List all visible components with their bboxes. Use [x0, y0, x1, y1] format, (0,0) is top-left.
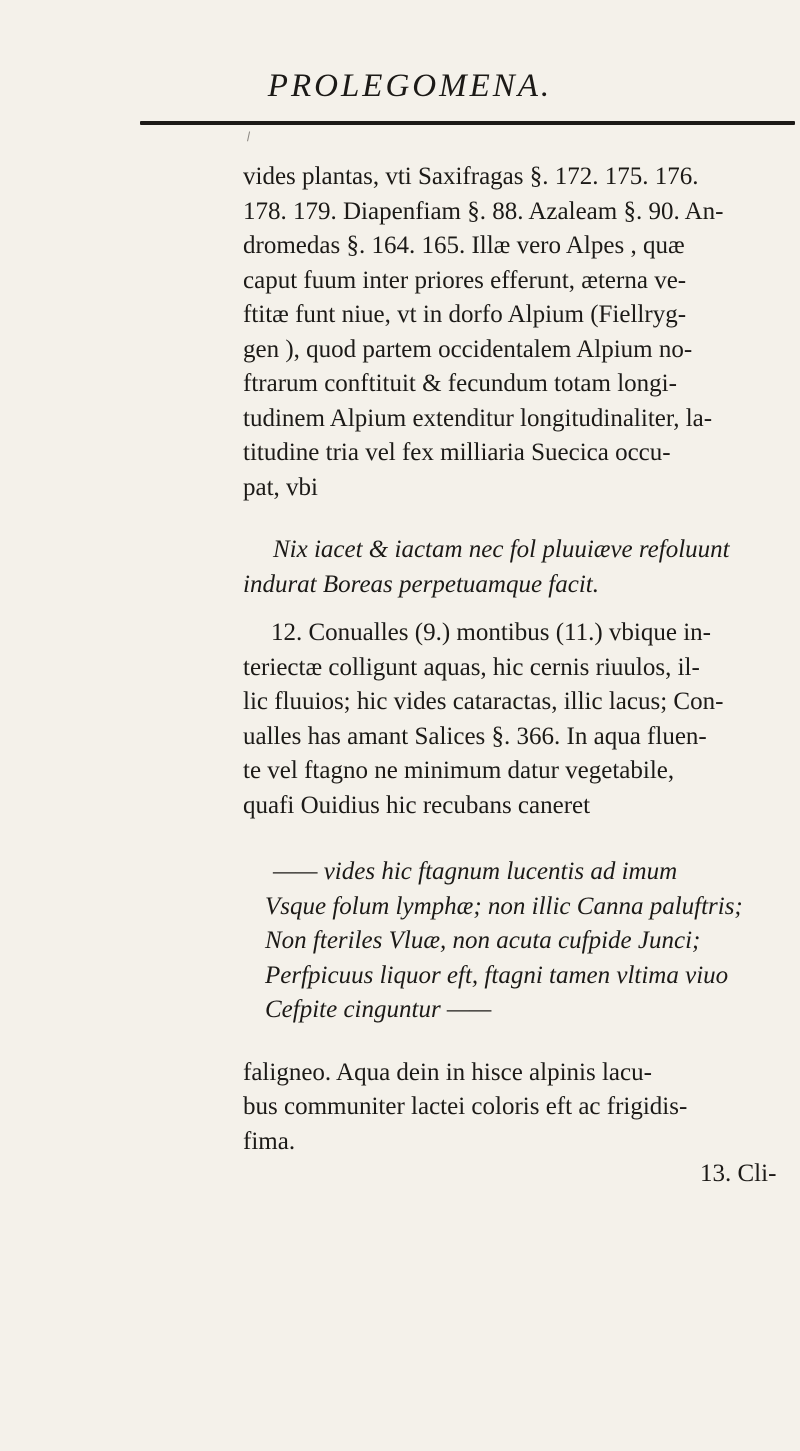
paragraph-2 — [243, 616, 788, 823]
text-line: lic fluuios; hic vides cataractas, illic lacus; Con- — [243, 688, 724, 715]
paragraph-1 — [243, 160, 788, 505]
text-line: te vel ftagno ne minimum datur vegetabile, — [243, 757, 675, 784]
text-line: quafi Ouidius hic recubans caneret — [243, 791, 591, 819]
body-text — [243, 160, 788, 1159]
verse-line: Perfpicuus liquor eft, ftagni tamen vltima viuo — [265, 961, 729, 989]
text-line: tudinem Alpium extenditur longitudinaliter, la- — [243, 404, 713, 432]
text-line: bus communiter lactei coloris eft ac frigidis- — [243, 1093, 688, 1120]
header-rule — [140, 121, 795, 125]
text-line: faligneo. Aqua dein in hisce alpinis lacu- — [243, 1058, 652, 1086]
text-line: ualles has amant Salices §. 366. In aqua fluen- — [243, 722, 707, 750]
ink-mark — [247, 131, 256, 142]
text-line: 178. 179. Diapenfiam §. 88. Azaleam §. 90. An- — [243, 197, 724, 225]
text-line: dromedas §. 164. 165. Illæ vero Alpes , quæ — [243, 232, 685, 259]
paragraph-3 — [243, 1056, 788, 1160]
verse-line: Nix iacet & iactam nec fol pluuiæve refoluunt — [273, 536, 730, 563]
text-line: caput fuum inter priores efferunt, æterna ve- — [243, 266, 687, 294]
text-line: teriectæ colligunt aquas, hic cernis riuulos, il- — [243, 653, 700, 681]
verse-quote-2 — [243, 855, 788, 1028]
text-line: vides plantas, vti Saxifragas §. 172. 175. 176. — [243, 163, 699, 190]
verse-quote-1 — [243, 533, 788, 602]
verse-line: —— vides hic ftagnum lucentis ad imum — [273, 858, 678, 885]
catchword: 13. Cli- — [700, 1160, 777, 1187]
text-line: ftrarum conftituit & fecundum totam longi- — [243, 370, 677, 397]
text-line: titudine tria vel fex milliaria Suecica occu- — [243, 439, 671, 466]
text-line: fima. — [243, 1127, 296, 1155]
text-line: ftitæ funt niue, vt in dorfo Alpium (Fiellryg- — [243, 301, 687, 328]
text-line: pat, vbi — [243, 473, 318, 501]
verse-line: Vsque folum lymphæ; non illic Canna paluftris; — [265, 892, 743, 920]
text-line: gen ), quod partem occidentalem Alpium no- — [243, 335, 693, 363]
running-header: PROLEGOMENA. — [267, 68, 553, 104]
verse-line: indurat Boreas perpetuamque facit. — [243, 570, 599, 598]
text-line: 12. Conualles (9.) montibus (11.) vbique in- — [271, 619, 711, 646]
verse-line: Non fteriles Vluæ, non acuta cufpide Junci; — [265, 927, 701, 954]
verse-line: Cefpite cinguntur —— — [265, 996, 492, 1023]
